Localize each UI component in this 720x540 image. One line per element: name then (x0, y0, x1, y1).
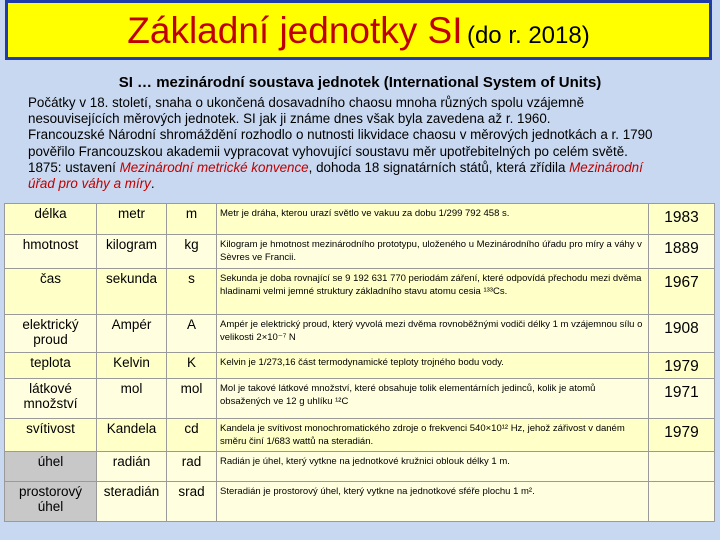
year-cell: 1889 (649, 235, 715, 269)
intro-line: nesouvisejících měrových jednotek. SI jak ji známe dnes však byla zavedena až r. 1960. (28, 111, 551, 127)
symbol-cell: m (167, 204, 217, 235)
table-row (5, 419, 715, 452)
intro-text-part: , dohoda 18 signatárních států, která zřídila (308, 159, 570, 175)
unit-cell: mol (97, 379, 167, 419)
unit-cell: radián (97, 452, 167, 482)
intro-line: Počátky v 18. století, snaha o ukončená dosavadního chaosu mnoha různých spolu vzájemně (28, 95, 585, 110)
year-cell (649, 482, 715, 522)
table-row (5, 482, 715, 522)
quantity-cell: hmotnost (5, 235, 97, 269)
intro-text-part: 1875: ustavení (28, 159, 120, 175)
year-cell (649, 452, 715, 482)
intro-text (28, 95, 708, 192)
unit-cell: steradián (97, 482, 167, 522)
intro-italic: Mezinárodní (569, 159, 643, 175)
intro-italic: Mezinárodní metrické konvence (119, 159, 309, 175)
quantity-cell: látkové množství (5, 379, 97, 419)
unit-cell: sekunda (97, 269, 167, 315)
intro-italic: úřad pro váhy a míry (28, 176, 151, 192)
definition-cell: Metr je dráha, kterou urazí světlo ve vakuu za dobu 1/299 792 458 s. (217, 204, 649, 235)
definition-cell: Steradián je prostorový úhel, který vytkne na jednotkové sféře plochu 1 m². (217, 482, 649, 522)
symbol-cell: A (167, 315, 217, 353)
subtitle: SI … mezinárodní soustava jednotek (International System of Units) (118, 74, 602, 91)
quantity-cell: prostorový úhel (5, 482, 97, 522)
quantity-cell: čas (5, 269, 97, 315)
quantity-cell: svítivost (5, 419, 97, 452)
year-cell: 1979 (649, 419, 715, 452)
year-cell: 1979 (649, 353, 715, 379)
definition-cell: Sekunda je doba rovnající se 9 192 631 770 periodám záření, které odpovídá přechodu mezi dvěma hladinami velmi jemné struktury základního stavu atomu cesia ¹³³Cs. (217, 269, 649, 315)
table-row (5, 315, 715, 353)
intro-line: pověřilo Francouzskou akademii vypracovat vyhovující soustavu měr upotřebitelných po celém světě. (28, 143, 628, 159)
symbol-cell: srad (167, 482, 217, 522)
symbol-cell: mol (167, 379, 217, 419)
quantity-cell: délka (5, 204, 97, 235)
year-cell: 1971 (649, 379, 715, 419)
unit-cell: Ampér (97, 315, 167, 353)
table-row (5, 452, 715, 482)
page-title: Základní jednotky SI (127, 10, 463, 51)
year-cell: 1967 (649, 269, 715, 315)
year-cell: 1908 (649, 315, 715, 353)
page-title-note: (do r. 2018) (466, 22, 590, 49)
table-row (5, 379, 715, 419)
unit-cell: metr (97, 204, 167, 235)
title-box (5, 0, 712, 60)
year-cell: 1983 (649, 204, 715, 235)
symbol-cell: rad (167, 452, 217, 482)
table-row (5, 353, 715, 379)
intro-text-part: . (150, 176, 155, 192)
quantity-cell: elektrický proud (5, 315, 97, 353)
table-row (5, 235, 715, 269)
intro-line (28, 176, 708, 192)
definition-cell: Kandela je svítivost monochromatického zdroje o frekvenci 540×10¹² Hz, jehož zářivost v daném směru činí 1/683 wattů na steradián. (217, 419, 649, 452)
quantity-cell: úhel (5, 452, 97, 482)
unit-cell: kilogram (97, 235, 167, 269)
intro-line (28, 160, 708, 176)
definition-cell: Kelvin je 1/273,16 část termodynamické teploty trojného bodu vody. (217, 353, 649, 379)
definition-cell: Kilogram je hmotnost mezinárodního prototypu, uloženého u Mezinárodního úřadu pro míry a váhy v Sèvres ve Francii. (217, 235, 649, 269)
table-row (5, 204, 715, 235)
symbol-cell: kg (167, 235, 217, 269)
intro-line: Francouzské Národní shromáždění rozhodlo o nutnosti likvidace chaosu v měrových jednotkách a r. 1790 (28, 127, 653, 143)
symbol-cell: s (167, 269, 217, 315)
unit-cell: Kelvin (97, 353, 167, 379)
definition-cell: Ampér je elektrický proud, který vyvolá mezi dvěma rovnoběžnými vodiči délky 1 m vzájemnou sílu o velikosti 2×10⁻⁷ N (217, 315, 649, 353)
table-row (5, 269, 715, 315)
symbol-cell: K (167, 353, 217, 379)
si-units-table (4, 203, 715, 522)
definition-cell: Mol je takové látkové množství, které obsahuje tolik elementárních jedinců, kolik je atomů obsažených ve 12 g uhlíku ¹²C (217, 379, 649, 419)
quantity-cell: teplota (5, 353, 97, 379)
unit-cell: Kandela (97, 419, 167, 452)
symbol-cell: cd (167, 419, 217, 452)
definition-cell: Radián je úhel, který vytkne na jednotkové kružnici oblouk délky 1 m. (217, 452, 649, 482)
